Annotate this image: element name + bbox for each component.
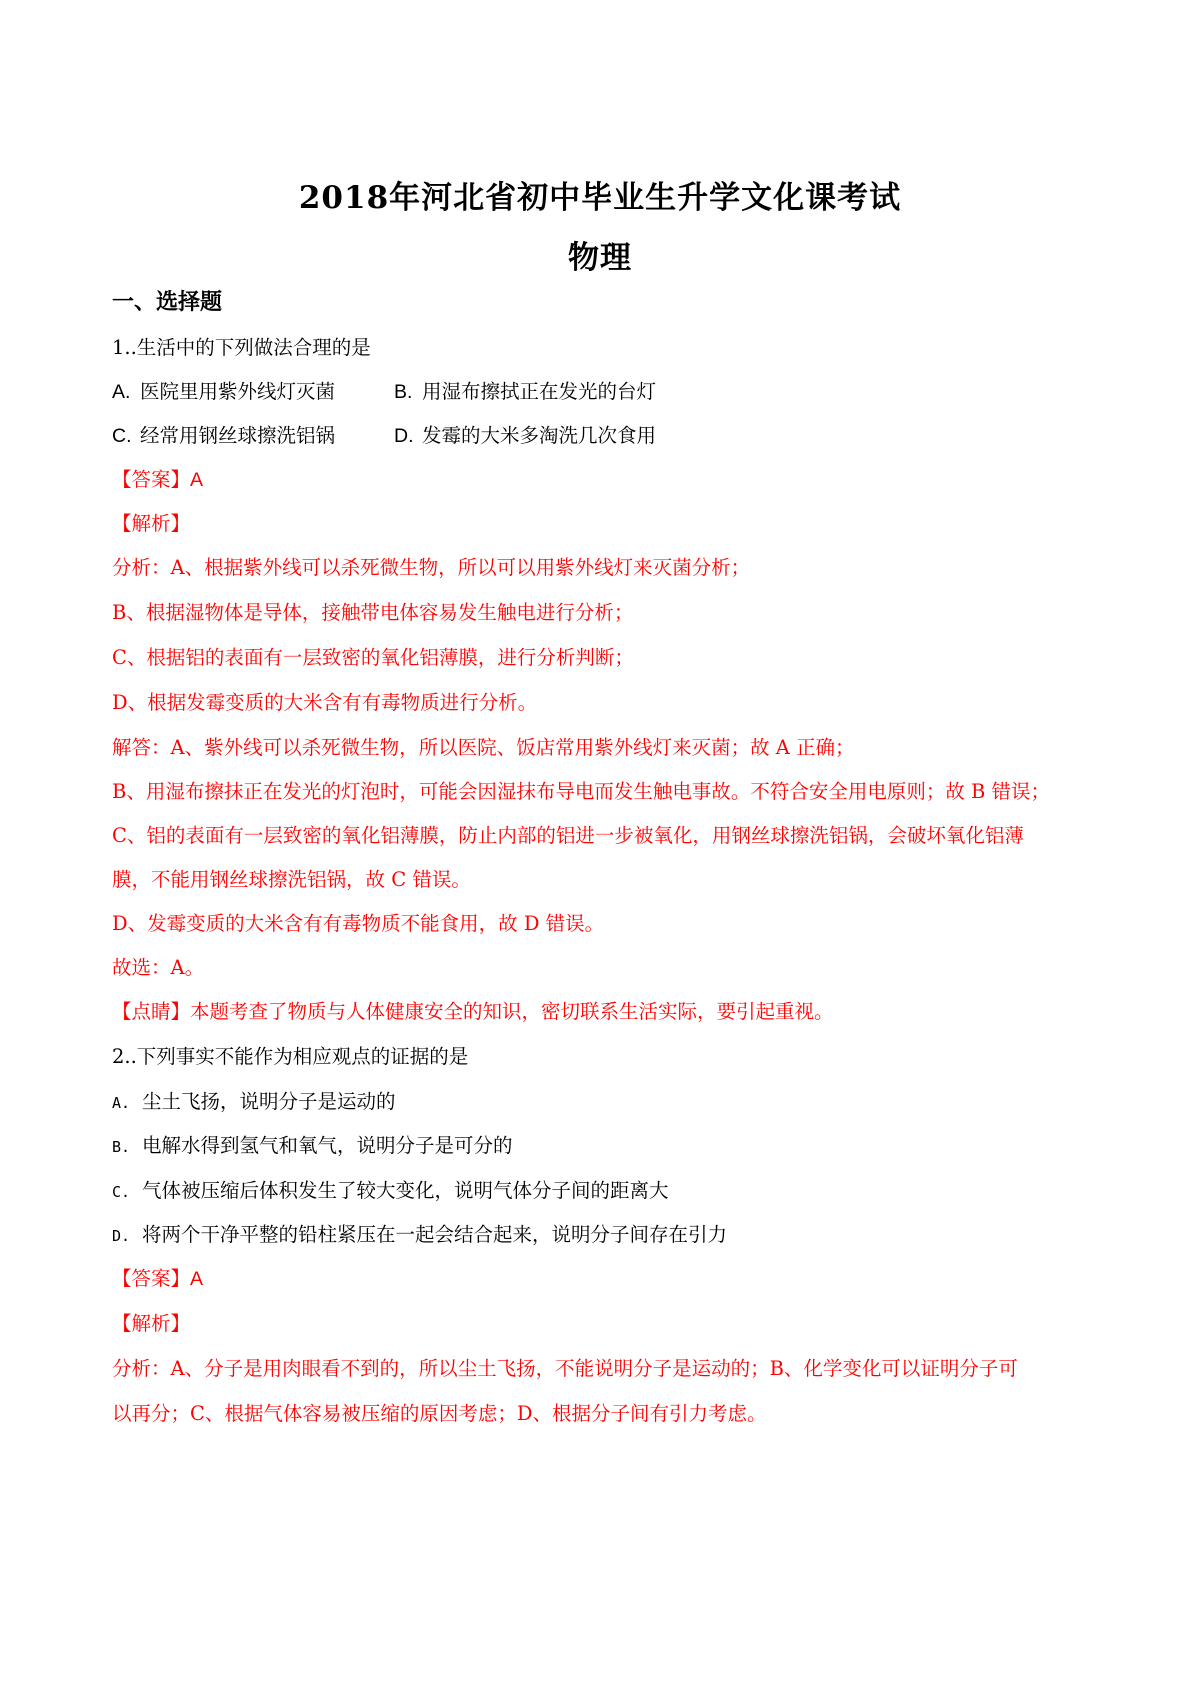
option-letter: C. <box>112 1183 131 1201</box>
option-letter: D. <box>394 425 414 447</box>
q1-analysis-line: B、根据湿物体是导体，接触带电体容易发生触电进行分析； <box>112 601 634 624</box>
comment-tag: 【点睛】 <box>112 1000 191 1023</box>
comment-text: 本题考查了物质与人体健康安全的知识，密切联系生活实际，要引起重视。 <box>190 1000 834 1023</box>
doc-subtitle: 物理 <box>568 240 632 276</box>
analysis-tag: 【解析】 <box>112 512 191 535</box>
option-text: 经常用钢丝球擦洗铝锅 <box>140 424 336 447</box>
option-letter: B. <box>394 381 413 403</box>
option-text: 将两个干净平整的铅柱紧压在一起会结合起来，说明分子间存在引力 <box>142 1223 728 1246</box>
answer-tag: 【答案】 <box>112 468 191 491</box>
q1-stem: 1..生活中的下列做法合理的是 <box>112 336 371 359</box>
q2-option-b <box>112 1132 513 1161</box>
option-letter: C. <box>112 425 132 447</box>
q2-answer <box>112 1265 203 1293</box>
q1-analysis-line: 解答：A、紫外线可以杀死微生物，所以医院、饭店常用紫外线灯来灭菌；故 A 正确； <box>112 736 855 759</box>
q1-analysis-line: 膜，不能用钢丝球擦洗铝锅，故 C 错误。 <box>112 868 471 891</box>
option-text: 用湿布擦拭正在发光的台灯 <box>422 380 657 403</box>
option-text: 发霉的大米多淘洗几次食用 <box>422 424 657 447</box>
option-text: 尘土飞扬，说明分子是运动的 <box>142 1090 396 1113</box>
q1-analysis-line: D、发霉变质的大米含有有毒物质不能食用，故 D 错误。 <box>112 912 605 935</box>
q1-comment <box>112 998 834 1026</box>
option-letter: A. <box>112 1094 131 1112</box>
answer-tag: 【答案】 <box>112 1267 191 1290</box>
option-text: 电解水得到氢气和氧气，说明分子是可分的 <box>142 1134 513 1157</box>
answer-value: A <box>190 1268 204 1290</box>
q1-analysis-line: C、根据铝的表面有一层致密的氧化铝薄膜，进行分析判断； <box>112 646 634 669</box>
analysis-tag: 【解析】 <box>112 1312 191 1335</box>
option-letter: B. <box>112 1138 131 1156</box>
section-heading: 一、选择题 <box>112 289 223 315</box>
q1-option-d <box>394 422 656 450</box>
q2-option-a <box>112 1088 396 1117</box>
q1-option-b <box>394 378 656 406</box>
q2-option-d <box>112 1221 727 1250</box>
option-text: 医院里用紫外线灯灭菌 <box>140 380 336 403</box>
q1-analysis-line: B、用湿布擦抹正在发光的灯泡时，可能会因湿抹布导电而发生触电事故。不符合安全用电原则；故 B 错误； <box>112 780 1051 803</box>
q1-option-a <box>112 378 335 406</box>
q2-analysis-line: 以再分；C、根据气体容易被压缩的原因考虑；D、根据分子间有引力考虑。 <box>112 1402 767 1425</box>
q1-option-c <box>112 422 335 450</box>
option-letter: A. <box>112 381 131 403</box>
q2-analysis-line: 分析：A、分子是用肉眼看不到的，所以尘土飞扬，不能说明分子是运动的；B、化学变化可以证明分子可 <box>112 1357 1018 1380</box>
q1-analysis-tag <box>112 510 190 538</box>
option-letter: D. <box>112 1227 131 1245</box>
doc-title: 2018年河北省初中毕业生升学文化课考试 <box>298 180 902 216</box>
q2-option-c <box>112 1177 669 1206</box>
option-text: 气体被压缩后体积发生了较大变化，说明气体分子间的距离大 <box>142 1179 669 1202</box>
q2-stem: 2..下列事实不能作为相应观点的证据的是 <box>112 1045 469 1068</box>
q1-analysis-line: C、铝的表面有一层致密的氧化铝薄膜，防止内部的铝进一步被氧化，用钢丝球擦洗铝锅，会破坏氧化铝薄 <box>112 824 1024 847</box>
answer-value: A <box>190 469 204 491</box>
q1-analysis-line: 故选：A。 <box>112 956 205 979</box>
q2-analysis-tag <box>112 1310 190 1338</box>
q1-analysis-line: 分析：A、根据紫外线可以杀死微生物，所以可以用紫外线灯来灭菌分析； <box>112 556 751 579</box>
q1-answer <box>112 466 203 494</box>
q1-analysis-line: D、根据发霉变质的大米含有有毒物质进行分析。 <box>112 691 538 714</box>
